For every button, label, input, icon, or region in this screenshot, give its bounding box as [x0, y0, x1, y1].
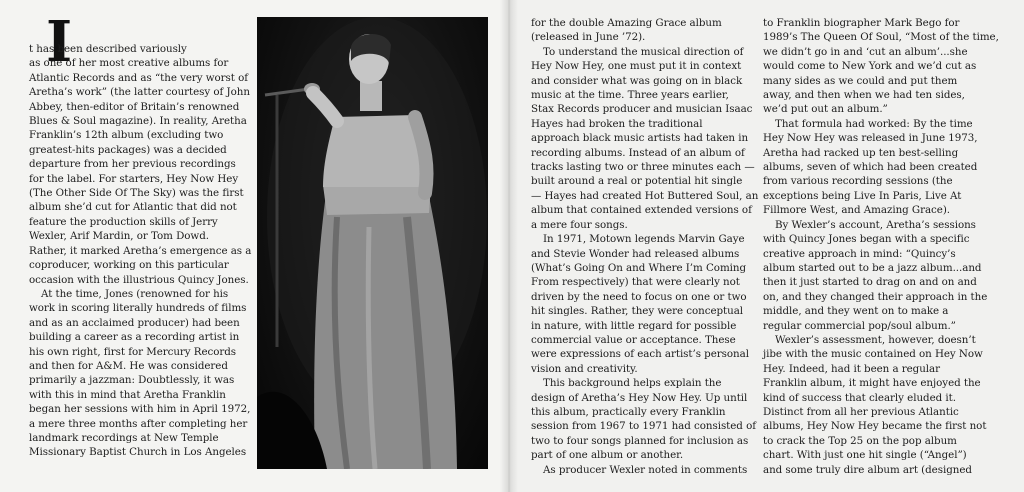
text-line: Missionary Baptist Church in Los Angeles [29, 446, 247, 459]
text-line: To understand the musical direction of [543, 45, 744, 58]
text-line: album she’d cut for Atlantic that did not [29, 201, 237, 214]
text-line: Aretha had racked up ten best-selling [763, 146, 959, 159]
text-line: Hey Now Hey, one must put it in context [531, 60, 742, 73]
text-line: primarily a jazzman: Doubtlessly, it was [29, 374, 235, 387]
book-gutter [500, 0, 518, 492]
text-line: t has been described variously [29, 43, 187, 55]
text-line: then it just started to drag on and on and [763, 276, 977, 289]
text-line: departure from her previous recordings [29, 158, 236, 171]
text-line: began her sessions with him in April 1972, [29, 403, 251, 416]
text-line: this album, practically every Franklin [531, 405, 726, 418]
text-line: (What’s Going On and Where I’m Coming [531, 261, 747, 274]
text-line: That formula had worked: By the time [775, 117, 973, 130]
text-line: recording albums. Instead of an album of [531, 146, 745, 159]
text-line: Stax Records producer and musician Isaac [531, 103, 753, 116]
text-line: (released in June ’72). [531, 31, 646, 44]
text-line: his own right, first for Mercury Records [29, 345, 237, 358]
text-line: session from 1967 to 1971 had consisted of [531, 420, 756, 433]
text-line: jibe with the music contained on Hey Now [763, 348, 983, 361]
text-line: for the double Amazing Grace album [531, 17, 722, 29]
text-line: with this in mind that Aretha Franklin [29, 388, 226, 401]
text-line: we didn’t go in and ‘cut an album’...she [763, 45, 968, 58]
text-line: In 1971, Motown legends Marvin Gaye [543, 233, 745, 246]
text-line: Wexler, Arif Mardin, or Tom Dowd. [29, 230, 209, 243]
text-line: 1989’s The Queen Of Soul, “Most of the time, [763, 31, 999, 44]
text-line: exceptions being Live In Paris, Live At [763, 189, 962, 202]
text-line: to crack the Top 25 on the pop album [763, 434, 957, 447]
text-line: Franklin’s 12th album (excluding two [29, 129, 224, 142]
text-line: many sides as we could and put them [763, 74, 958, 87]
text-line: album that contained extended versions of [531, 204, 752, 217]
text-line: Blues & Soul magazine). In reality, Aretha [29, 115, 247, 128]
text-line: and then for A&M. He was considered [29, 359, 228, 372]
text-line: two to four songs planned for inclusion as [531, 434, 749, 447]
text-line: At the time, Jones (renowned for his [41, 287, 229, 300]
text-line: on, and they changed their approach in the [763, 290, 988, 303]
text-line: Hayes had broken the traditional [531, 117, 703, 130]
text-line: album started out to be a jazz album...and [763, 261, 982, 274]
text-line: Aretha’s work” (the latter courtesy of John [29, 86, 250, 99]
text-line: By Wexler’s account, Aretha’s sessions [775, 218, 976, 231]
text-column-1 [29, 42, 252, 460]
text-line: hit singles. Rather, they were conceptual [531, 305, 744, 318]
text-line: Hey Now Hey was released in June 1973, [763, 132, 978, 145]
text-line: greatest-hits packages) was a decided [29, 143, 227, 156]
text-line: as one of her most creative albums for [29, 57, 229, 70]
text-line: (The Other Side Of The Sky) was the first [29, 187, 244, 200]
text-line: with Quincy Jones began with a specific [763, 233, 970, 246]
text-line: were expressions of each artist’s personal [531, 348, 749, 361]
text-line: and consider what was going on in black [531, 74, 743, 87]
drop-cap: I [46, 9, 73, 75]
text-line: driven by the need to focus on one or two [531, 290, 747, 303]
text-column-3 [531, 16, 759, 477]
text-line: tracks lasting two or three minutes each — [531, 161, 755, 174]
text-line: and as an acclaimed producer) had been [29, 316, 240, 329]
text-line: work in scoring literally hundreds of films [29, 302, 247, 315]
text-line: vision and creativity. [531, 362, 638, 375]
text-line: music at the time. Three years earlier, [531, 89, 729, 102]
text-line: a mere three months after completing her [29, 417, 248, 430]
text-line: to Franklin biographer Mark Bego for [763, 17, 960, 29]
text-line: kind of success that clearly eluded it. [763, 391, 956, 404]
text-line: built around a real or potential hit single [531, 175, 743, 188]
performer-photo [257, 17, 488, 469]
text-line: would come to New York and we’d cut as [763, 60, 977, 73]
text-line: commercial value or acceptance. These [531, 333, 736, 346]
text-line: in nature, with little regard for possible [531, 319, 737, 332]
text-line: building a career as a recording artist in [29, 331, 240, 344]
text-line: — Hayes had created Hot Buttered Soul, an [531, 189, 759, 202]
text-line: As producer Wexler noted in comments [543, 463, 748, 476]
text-line: Wexler’s assessment, however, doesn’t [775, 333, 976, 346]
text-line: From respectively) that were clearly not [531, 276, 740, 289]
text-line: landmark recordings at New Temple [29, 431, 219, 444]
text-line: from various recording sessions (the [763, 175, 953, 188]
text-column-4 [763, 16, 999, 477]
text-line: away, and then when we had ten sides, [763, 89, 965, 102]
text-line: we’d put out an album.” [763, 103, 888, 116]
text-line: design of Aretha’s Hey Now Hey. Up until [531, 391, 748, 404]
text-line: chart. With just one hit single (“Angel”) [763, 449, 967, 462]
text-line: coproducer, working on this particular [29, 259, 229, 272]
text-line: and some truly dire album art (designed [763, 463, 972, 476]
text-line: This background helps explain the [543, 377, 722, 390]
text-line: creative approach in mind: “Quincy’s [763, 247, 956, 260]
text-line: Rather, it marked Aretha’s emergence as a [29, 244, 252, 257]
text-line: feature the production skills of Jerry [29, 215, 218, 228]
text-line: regular commercial pop/soul album.” [763, 319, 956, 332]
text-line: middle, and they went on to make a [763, 305, 949, 318]
text-line: a mere four songs. [531, 218, 628, 231]
text-line: and Stevie Wonder had released albums [531, 247, 740, 260]
text-line: Hey. Indeed, had it been a regular [763, 362, 941, 375]
text-line: part of one album or another. [531, 449, 684, 462]
singer-photograph [257, 17, 488, 469]
text-line: Franklin album, it might have enjoyed the [763, 377, 981, 390]
text-line: albums, Hey Now Hey became the first not [763, 420, 987, 433]
text-line: Abbey, then-editor of Britain’s renowned [29, 100, 240, 113]
text-line: occasion with the illustrious Quincy Jones. [29, 273, 249, 286]
text-line: approach black music artists had taken in [531, 132, 749, 145]
text-line: for the label. For starters, Hey Now Hey [29, 172, 239, 185]
text-line: Distinct from all her previous Atlantic [763, 405, 959, 418]
text-line: Atlantic Records and as “the very worst of [29, 71, 249, 84]
text-line: Fillmore West, and Amazing Grace). [763, 204, 951, 217]
text-line: albums, seven of which had been created [763, 161, 978, 174]
